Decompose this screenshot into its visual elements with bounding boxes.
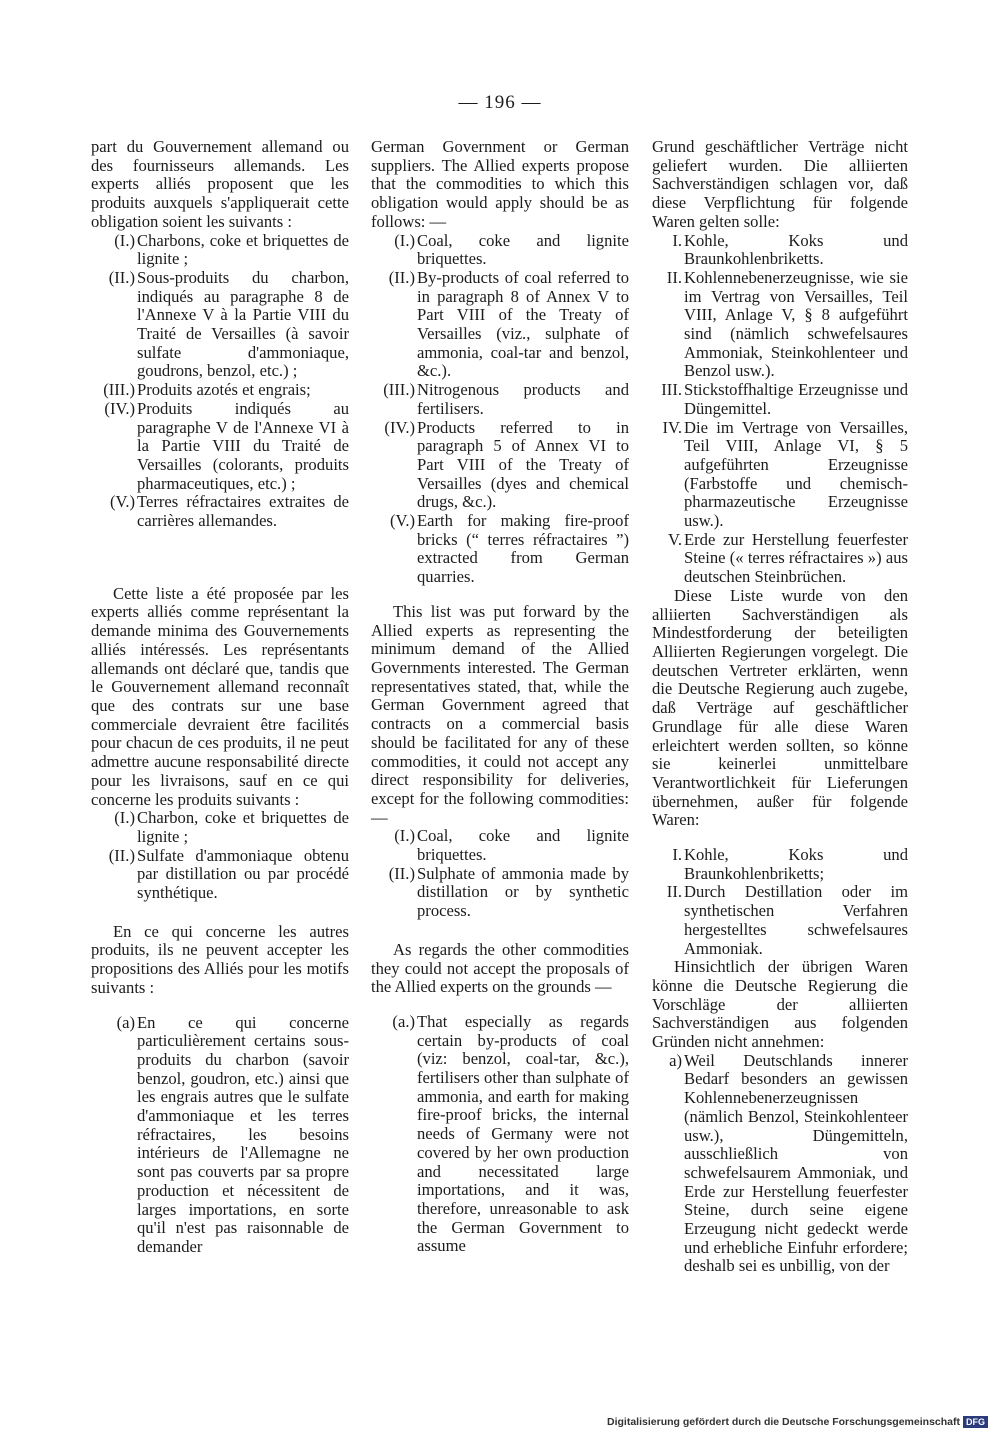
list-item (371, 381, 629, 418)
list-item-text: By-products of coal referred to in paragraph 8 of Annex V to Part VIII of the Treaty of Versailles (viz., sulphate of ammonia, coal-tar and benzol, &c.). (417, 267, 629, 381)
list-item (91, 381, 349, 400)
list-item-text: Nitrogenous products and fertilisers. (417, 380, 629, 418)
list-marker: (I.) (114, 808, 135, 828)
list-item (371, 419, 629, 513)
list-marker: (V.) (389, 511, 415, 531)
list-item-text: Sulphate of ammonia made by distillation or by synthetic process. (417, 863, 629, 921)
list-item-text: That especially as regards certain by-products of coal (viz: benzol, coal-tar, &c.), fertilisers other than sulphate of ammonia, and earth for making fire-proof bricks, the internal needs of Germany were not covered by her own production and necessitated large importations, and it was, therefore, unreasonable to ask the German Government to assume (417, 1011, 629, 1256)
list-item-text: Coal, coke and lignite briquettes. (417, 826, 629, 865)
dfg-logo: DFG (963, 1416, 988, 1428)
list-marker: (IV.) (384, 417, 415, 437)
list-marker: (I.) (394, 230, 415, 250)
paragraph: part du Gouvernement allemand ou des fournisseurs allemands. Les experts alliés proposent que les produits auxquels s'appliquerait cette obligation soient les suivants : (91, 137, 349, 231)
list-marker: (II.) (388, 267, 415, 287)
list-marker: I. (672, 845, 682, 865)
list-marker: a) (669, 1050, 682, 1070)
footer-credit (607, 1416, 988, 1428)
list-item-text: Coal, coke and lignite briquettes. (417, 230, 629, 269)
list-item (652, 269, 908, 381)
list-item-text: Charbon, coke et briquettes de lignite ; (137, 808, 349, 846)
list-item (652, 381, 908, 418)
list-item-text: Die im Vertrage von Versailles, Teil VIII, Anlage VI, § 5 aufgeführten Erzeugnisse (Farbstoffe und chemisch-pharmazeutische Erzeugnisse usw.). (684, 417, 908, 531)
list-item (91, 269, 349, 381)
list-item (91, 400, 349, 494)
list-item (91, 847, 349, 903)
list-marker: (V.) (109, 492, 135, 512)
list-item-text: Durch Destillation oder im synthetischen Verfahren hergestelltes schwefelsaures Ammoniak. (684, 882, 908, 958)
list-marker: II. (666, 882, 682, 902)
list-item (91, 232, 349, 269)
column-english (371, 138, 629, 1256)
paragraph: Cette liste a été proposée par les experts alliés comme représentant la demande minima des Gouvernements alliés intéressés. Les représentants allemands ont déclaré que, tandis que le Gouvernement allemand reconnaît que des contrats sur une base commerciale devraient être facilités pour chacun de ces produits, il ne peut admettre aucune responsabilité directe pour les livraisons, sauf en ce qui concerne les produits suivants : (91, 583, 349, 809)
paragraph: German Government or German suppliers. The Allied experts propose that the commodities to which this obligation would apply should be as follows: — (371, 137, 629, 231)
list-item-text: Sulfate d'ammoniaque obtenu par distillation ou par procédé synthétique. (137, 845, 349, 903)
list-item-text: Terres réfractaires extraites de carrières allemandes. (137, 492, 349, 531)
list-marker: III. (661, 380, 682, 400)
list-marker: (a) (116, 1012, 135, 1032)
list-marker: (II.) (108, 845, 135, 865)
list-item-text: Sous-produits du charbon, indiqués au paragraphe 8 de l'Annexe V à la Partie VIII du Traité de Versailles (à savoir sulfate d'ammoniaque, goudrons, benzol, etc.) ; (137, 267, 349, 381)
list-marker: (II.) (388, 863, 415, 883)
list-marker: (I.) (114, 230, 135, 250)
list-marker: (III.) (103, 380, 135, 400)
list-item (652, 1052, 908, 1276)
list-marker: IV. (662, 417, 682, 437)
list-marker: (II.) (108, 267, 135, 287)
paragraph: Diese Liste wurde von den alliierten Sachverständigen als Mindestforderung der beteiligten Alliierten Regierungen vorgelegt. Die deutschen Vertreter erklärten, wenn die Deutsche Regierung auch zugebe, daß Verträge auf geschäftlicher Grundlage für alle diese Waren erleichtert werden sollten, so könne sie keinerlei unmittelbare Verantwortlichkeit für Lieferungen übernehmen, außer für folgende Waren: (652, 585, 908, 830)
list-item-text: Kohle, Koks und Braunkohlenbriketts; (684, 845, 908, 883)
paragraph: Grund geschäftlicher Verträge nicht geliefert wurden. Die alliierten Sachverständigen schlagen vor, daß diese Verpflichtung für folgende Waren gelten solle: (652, 137, 908, 231)
list-item (652, 232, 908, 269)
list-marker: II. (666, 267, 682, 287)
paragraph: Hinsichtlich der übrigen Waren könne die Deutsche Regierung die Vorschläge der alliierten Sachverständigen aus folgenden Gründen nicht annehmen: (652, 957, 908, 1052)
list-item (371, 232, 629, 269)
list-item (91, 493, 349, 530)
list-item (652, 883, 908, 958)
list-item-text: Erde zur Herstellung feuerfester Steine (« terres réfractaires ») aus deutschen Steinbrüchen. (684, 529, 908, 587)
paragraph: En ce qui concerne les autres produits, ils ne peuvent accepter les propositions des Alliés pour les motifs suivants : (91, 921, 349, 997)
list-item-text: Kohlennebenerzeugnisse, wie sie im Vertrag von Versailles, Teil VIII, Anlage V, § 8 aufgeführt sind (nämlich schwefelsaures Ammoniak, Steinkohlenteer und Benzol usw.). (684, 267, 908, 381)
list-marker: I. (672, 230, 682, 250)
list-item (652, 531, 908, 587)
list-item (91, 809, 349, 846)
list-item-text: Stickstoffhaltige Erzeugnisse und Düngemittel. (684, 380, 908, 418)
list-item (652, 419, 908, 531)
list-marker: (IV.) (104, 398, 135, 418)
list-marker: (I.) (394, 826, 415, 846)
list-item (371, 1013, 629, 1256)
list-item-text: Weil Deutschlands innerer Bedarf besonders an gewissen Kohlennebenerzeugnissen (nämlich Benzol, Steinkohlenteer usw.), Düngemitteln, ausschließlich von schwefelsaurem Ammoniak, und Erde zur Herstellung feuerfester Steine, durch seine eigene Erzeugung nicht gedeckt werde und erhebliche Einfuhr erfordere; deshalb sei es unbillig, von der (684, 1050, 908, 1276)
list-marker: (a.) (392, 1011, 415, 1031)
column-french (91, 138, 349, 1257)
column-german (652, 138, 908, 1276)
list-item (371, 512, 629, 587)
paragraph: As regards the other commodities they could not accept the proposals of the Allied experts on the grounds — (371, 939, 629, 997)
list-item (91, 1014, 349, 1257)
list-item-text: Produits indiqués au paragraphe V de l'Annexe VI à la Partie VIII du Traité de Versailles (colorants, produits pharmaceutiques, etc.) ; (137, 398, 349, 493)
footer-text: Digitalisierung gefördert durch die Deutsche Forschungsgemeinschaft (607, 1416, 960, 1428)
list-item-text: En ce qui concerne particulièrement certains sous-produits du charbon (savoir benzol, goudron, etc.) ainsi que les engrais autres que le sulfate d'ammoniaque et les terres réfractaires, les besoins intérieurs de l'Allemagne ne sont pas couverts par sa propre production et nécessitent de larges importations, en sorte qu'il n'est pas raisonnable de demander (137, 1012, 349, 1256)
page-number: — 196 — (458, 92, 542, 113)
list-marker: (III.) (383, 380, 415, 400)
list-item-text: Earth for making fire-proof bricks (“ terres réfractaires ”) extracted from German quarries. (417, 511, 629, 587)
list-item (371, 827, 629, 864)
paragraph: This list was put forward by the Allied experts as representing the minimum demand of the Allied Governments interested. The German representatives stated, that, while the German Government agreed that contracts on a commercial basis should be facilitated for any of these commodities, it could not accept any direct responsibility for deliveries, except for the following commodities: — (371, 601, 629, 827)
list-item (652, 846, 908, 883)
list-item (371, 269, 629, 381)
list-item-text: Products referred to in paragraph 5 of Annex VI to Part VIII of the Treaty of Versailles (dyes and chemical drugs, &c.). (417, 417, 629, 512)
list-item-text: Produits azotés et engrais; (137, 380, 311, 400)
list-marker: V. (668, 529, 682, 549)
list-item (371, 865, 629, 921)
list-item-text: Kohle, Koks und Braunkohlenbriketts. (684, 230, 908, 269)
list-item-text: Charbons, coke et briquettes de lignite ; (137, 230, 349, 269)
